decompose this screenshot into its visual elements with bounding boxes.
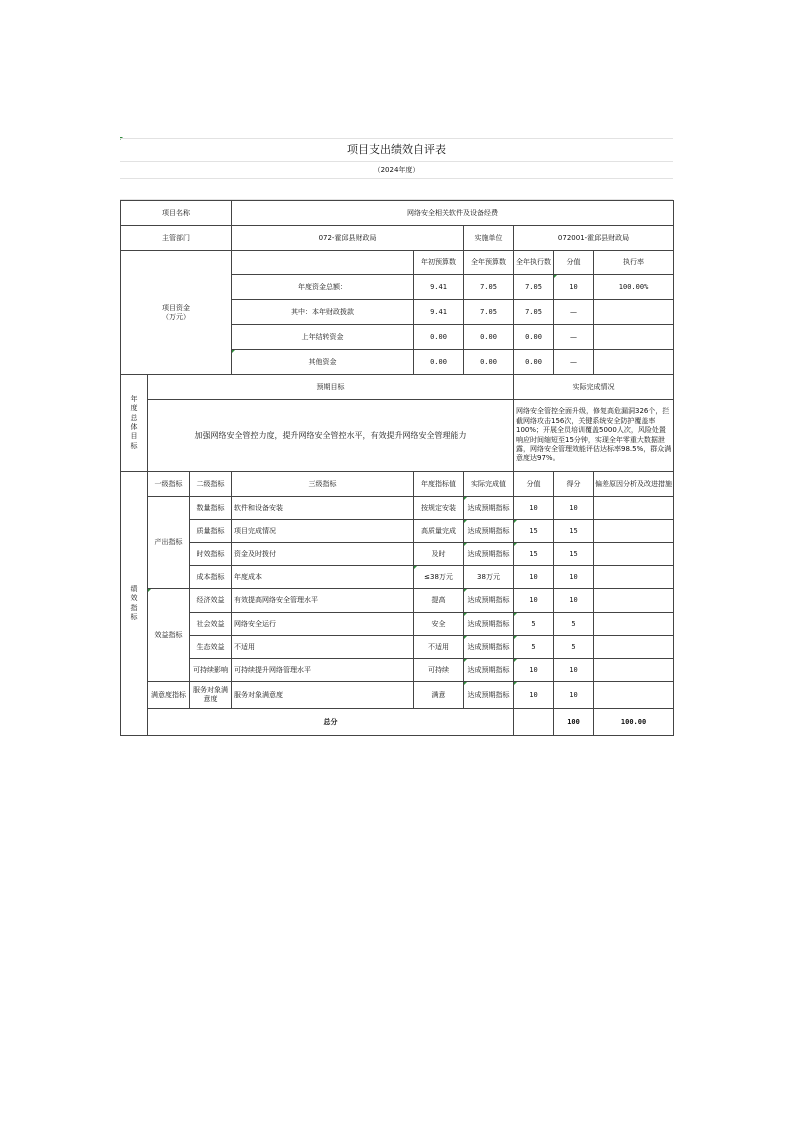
funds-full: 7.05 — [464, 275, 514, 300]
funds-full: 7.05 — [464, 300, 514, 325]
funds-weight: — — [554, 300, 594, 325]
goals-label-char: 度 — [130, 404, 138, 413]
evaluation-sheet — [120, 138, 673, 736]
deviation — [594, 659, 674, 682]
actual: 达成预期指标 — [464, 497, 514, 520]
indicator-header: 二级指标 — [190, 472, 232, 497]
score: 10 — [554, 589, 594, 613]
deviation — [594, 520, 674, 543]
level2: 社会效益 — [190, 613, 232, 636]
weight: 10 — [514, 589, 554, 613]
group-benefit: 效益指标 — [148, 589, 190, 682]
score: 5 — [554, 613, 594, 636]
funds-label: 项目资金 （万元） — [121, 251, 232, 375]
actual: 达成预期指标 — [464, 613, 514, 636]
weight: 15 — [514, 520, 554, 543]
impl-unit-value: 072001-霍邱县财政局 — [514, 226, 674, 251]
funds-rate — [594, 325, 674, 350]
deviation — [594, 497, 674, 520]
target: 安全 — [414, 613, 464, 636]
indicators-label-char: 指 — [130, 603, 138, 612]
weight: 5 — [514, 636, 554, 659]
funds-initial: 0.00 — [414, 325, 464, 350]
weight: 10 — [514, 566, 554, 589]
total-score: 100.00 — [594, 709, 674, 736]
page-title: 项目支出绩效自评表 — [120, 138, 673, 162]
deviation — [594, 682, 674, 709]
indicator-header: 实际完成值 — [464, 472, 514, 497]
weight: 5 — [514, 613, 554, 636]
score: 10 — [554, 659, 594, 682]
funds-initial: 9.41 — [414, 275, 464, 300]
evaluation-table — [120, 200, 674, 736]
project-name-value: 网络安全相关软件及设备经费 — [232, 201, 674, 226]
level3: 软件和设备安装 — [232, 497, 414, 520]
level3: 服务对象满意度 — [232, 682, 414, 709]
funds-rate — [594, 350, 674, 375]
level3: 网络安全运行 — [232, 613, 414, 636]
actual: 达成预期指标 — [464, 659, 514, 682]
indicator-header: 得分 — [554, 472, 594, 497]
total-weight: 100 — [554, 709, 594, 736]
target: ≤38万元 — [414, 566, 464, 589]
funds-row-name: 上年结转资金 — [232, 325, 414, 350]
indicators-label-char: 绩 — [130, 584, 138, 593]
target: 可持续 — [414, 659, 464, 682]
goals-label-char: 体 — [130, 423, 138, 431]
goals-label-char: 年 — [130, 394, 138, 403]
level3: 不适用 — [232, 636, 414, 659]
level3: 资金及时拨付 — [232, 543, 414, 566]
funds-rate — [594, 300, 674, 325]
goals-label-char: 目 — [130, 432, 138, 441]
indicator-header: 一级指标 — [148, 472, 190, 497]
indicator-header: 三级指标 — [232, 472, 414, 497]
level3: 有效提高网络安全管理水平 — [232, 589, 414, 613]
score: 10 — [554, 497, 594, 520]
funds-rate: 100.00% — [594, 275, 674, 300]
deviation — [594, 543, 674, 566]
level3: 可持续提升网络管理水平 — [232, 659, 414, 682]
funds-row-name: 其中：本年财政拨款 — [232, 300, 414, 325]
deviation — [594, 589, 674, 613]
deviation — [594, 613, 674, 636]
actual: 达成预期指标 — [464, 682, 514, 709]
actual-result-text: 网络安全管控全面升级，修复高危漏洞326个，拦截网络攻击156次，关键系统安全防护覆盖率100%；开展全员培训覆盖5000人次，风险处置响应时间缩短至15分钟，实现全年零重大数据泄露，网络安全管理效能评估达标率98.5%，群众满意度达97%。 — [514, 400, 674, 472]
goals-label-char: 总 — [130, 413, 138, 422]
level2: 质量指标 — [190, 520, 232, 543]
level2: 服务对象满意度 — [190, 682, 232, 709]
dept-label: 主管部门 — [121, 226, 232, 251]
target: 满意 — [414, 682, 464, 709]
funds-header: 全年执行数 — [514, 251, 554, 275]
target: 按规定安装 — [414, 497, 464, 520]
total-blank — [514, 709, 554, 736]
level3: 项目完成情况 — [232, 520, 414, 543]
score: 5 — [554, 636, 594, 659]
funds-row-name: 年度资金总额： — [232, 275, 414, 300]
funds-exec: 0.00 — [514, 325, 554, 350]
score: 15 — [554, 520, 594, 543]
actual: 达成预期指标 — [464, 636, 514, 659]
funds-header: 分值 — [554, 251, 594, 275]
funds-weight: — — [554, 350, 594, 375]
level2: 时效指标 — [190, 543, 232, 566]
funds-row-name: 其他资金 — [232, 350, 414, 375]
group-satisfaction: 满意度指标 — [148, 682, 190, 709]
target: 不适用 — [414, 636, 464, 659]
target: 高质量完成 — [414, 520, 464, 543]
indicators-label-char: 效 — [130, 594, 138, 603]
actual: 达成预期指标 — [464, 520, 514, 543]
funds-full: 0.00 — [464, 325, 514, 350]
level2: 可持续影响 — [190, 659, 232, 682]
level3: 年度成本 — [232, 566, 414, 589]
actual: 达成预期指标 — [464, 589, 514, 613]
level2: 生态效益 — [190, 636, 232, 659]
indicator-header: 年度指标值 — [414, 472, 464, 497]
expected-goal-text: 加强网络安全管控力度，提升网络安全管控水平，有效提升网络安全管理能力 — [148, 400, 514, 472]
project-name-label: 项目名称 — [121, 201, 232, 226]
funds-weight: — — [554, 325, 594, 350]
indicator-header: 分值 — [514, 472, 554, 497]
funds-initial: 9.41 — [414, 300, 464, 325]
goals-label — [121, 375, 148, 472]
group-output: 产出指标 — [148, 497, 190, 589]
actual-result-header: 实际完成情况 — [514, 375, 674, 400]
deviation — [594, 566, 674, 589]
goals-label-char: 标 — [130, 441, 138, 450]
level2: 数量指标 — [190, 497, 232, 520]
target: 提高 — [414, 589, 464, 613]
level2: 成本指标 — [190, 566, 232, 589]
total-label: 总分 — [148, 709, 514, 736]
expected-goal-header: 预期目标 — [148, 375, 514, 400]
impl-unit-label: 实施单位 — [464, 226, 514, 251]
weight: 15 — [514, 543, 554, 566]
weight: 10 — [514, 659, 554, 682]
dept-value: 072-霍邱县财政局 — [232, 226, 464, 251]
actual: 达成预期指标 — [464, 543, 514, 566]
level2: 经济效益 — [190, 589, 232, 613]
funds-exec: 0.00 — [514, 350, 554, 375]
funds-header: 执行率 — [594, 251, 674, 275]
funds-header: 全年预算数 — [464, 251, 514, 275]
indicators-label — [121, 472, 148, 736]
indicators-label-char: 标 — [130, 612, 138, 621]
weight: 10 — [514, 497, 554, 520]
indicator-header: 偏差原因分析及改进措施 — [594, 472, 674, 497]
funds-weight: 10 — [554, 275, 594, 300]
funds-full: 0.00 — [464, 350, 514, 375]
funds-exec: 7.05 — [514, 275, 554, 300]
score: 10 — [554, 566, 594, 589]
target: 及时 — [414, 543, 464, 566]
spacer-row — [120, 179, 673, 200]
year-subtitle: （2024年度） — [120, 162, 673, 179]
actual: 38万元 — [464, 566, 514, 589]
score: 10 — [554, 682, 594, 709]
weight: 10 — [514, 682, 554, 709]
funds-header-blank — [232, 251, 414, 275]
deviation — [594, 636, 674, 659]
funds-initial: 0.00 — [414, 350, 464, 375]
funds-header: 年初预算数 — [414, 251, 464, 275]
score: 15 — [554, 543, 594, 566]
funds-exec: 7.05 — [514, 300, 554, 325]
